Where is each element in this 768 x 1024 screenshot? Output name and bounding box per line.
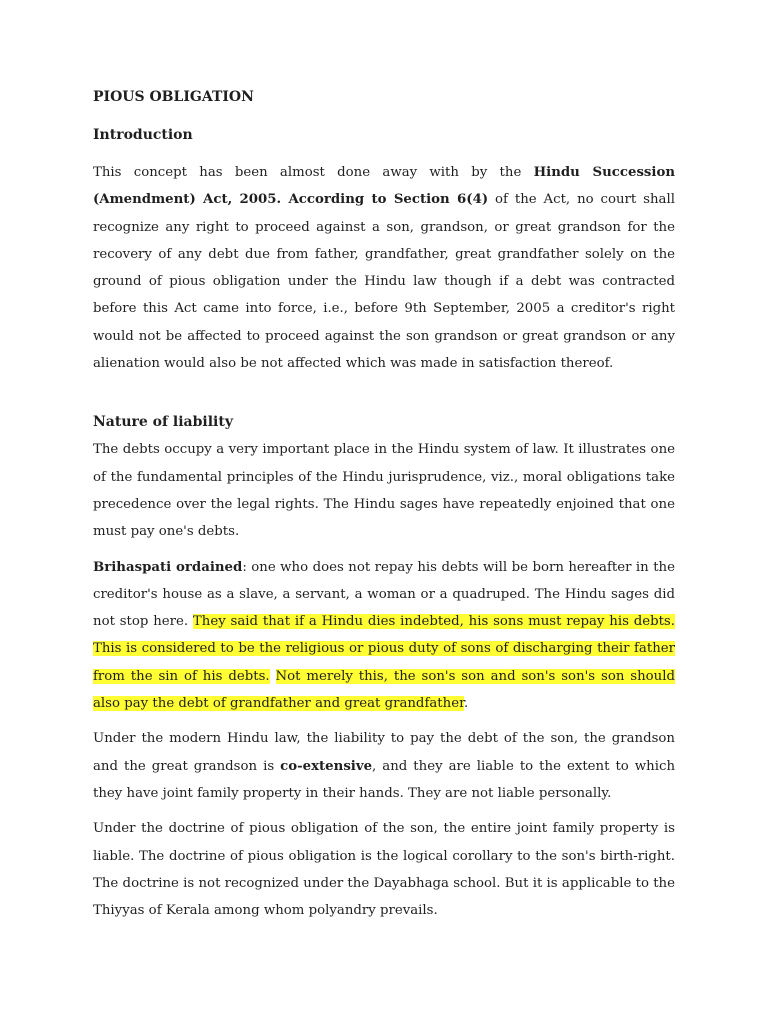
modern-text-2: , and they are liable to the extent to which they have joint family property in their hands. They are not liable personally. — [93, 758, 676, 801]
highlight-sons-duty: They said that if a Hindu dies indebted, his sons must repay his debts. This is considered to be the religious or pious duty of sons of discharging their father from the sin of his debts. — [93, 614, 675, 684]
brihaspati-paragraph — [93, 554, 675, 718]
intro-text-1: This concept has been almost done away with by the — [93, 165, 534, 180]
brihaspati-text-3: . — [463, 696, 469, 712]
brihaspati-text-2 — [270, 669, 276, 684]
modern-law-paragraph — [93, 725, 675, 807]
nature-paragraph: The debts occupy a very important place in the Hindu system of law. It illustrates one of the fundamental principles of the Hindu jurisprudence, viz., moral obligations take precedence over the legal rights. The Hindu sages have repeatedly enjoined that one must pay one's debts. — [93, 442, 675, 540]
brihaspati-text-1: : one who does not repay his debts will be born hereafter in the creditor's house as a slave, a servant, a woman or a quadruped. The Hindu sages did not stop here. — [93, 559, 675, 630]
highlight-grandsons-duty: Not merely this, the son's son and son's son's son should also pay the debt of grandfather and great grandfather — [93, 668, 676, 712]
modern-text-1: Under the modern Hindu law, the liability to pay the debt of the son, the grandson and the great grandson is — [93, 731, 675, 774]
nature-of-liability-heading: Nature of liability — [93, 414, 233, 431]
document-page — [93, 84, 675, 924]
document-title: PIOUS OBLIGATION — [93, 89, 254, 105]
introduction-paragraph — [93, 159, 675, 377]
doctrine-paragraph: Under the doctrine of pious obligation of the son, the entire joint family property is liable. The doctrine of pious obligation is the logical corollary to the son's birth-right. The doctrine is not recognized under the Dayabhaga school. But it is applicable to the Thiyyas of Kerala among whom polyandry prevails. — [93, 821, 675, 919]
brihaspati-label: Brihaspati ordained — [93, 559, 243, 575]
section-spacer — [93, 385, 675, 409]
intro-act-reference: Hindu Succession (Amendment) Act, 2005. According to Section 6(4) — [93, 165, 676, 208]
co-extensive-term: co-extensive — [280, 758, 373, 774]
introduction-heading: Introduction — [93, 127, 193, 143]
intro-text-2: of the Act, no court shall recognize any right to proceed against a son, grandson, or great grandson for the recovery of any debt due from father, grandfather, great grandfather solely on the ground of pious obligation under the Hindu law though if a debt was contracted before this Act came into force, i.e., before 9th September, 2005 a creditor's right would not be affected to proceed against the son grandson or great grandson or any alienation would also be not affected which was made in satisfaction thereof. — [93, 192, 675, 372]
